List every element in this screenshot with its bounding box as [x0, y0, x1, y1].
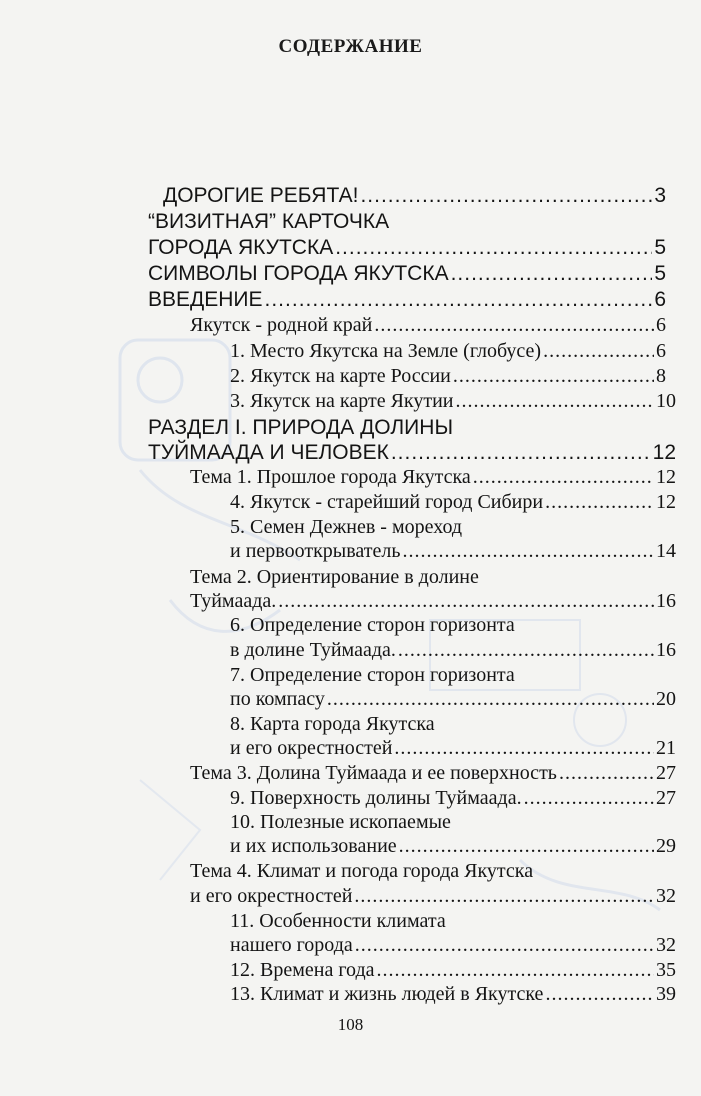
toc-entry-title: Тема 1. Прошлое города Якутска [190, 466, 471, 488]
toc-entry [230, 516, 462, 539]
page-title: СОДЕРЖАНИЕ [278, 36, 423, 57]
toc-entry [230, 713, 435, 736]
toc-entry [230, 835, 676, 858]
toc-entry-title: 12. Времена года [230, 959, 375, 981]
toc-entry-title: 2. Якутск на карте России [230, 365, 451, 387]
toc-entry [230, 737, 676, 760]
toc-entry [230, 390, 676, 413]
toc-entry [190, 314, 666, 337]
toc-entry-page: 29 [656, 835, 676, 857]
toc-entry-title: 4. Якутск - старейший город Сибири [230, 491, 544, 513]
leader-dots [360, 184, 652, 208]
toc-entry [148, 210, 389, 234]
toc-entry-page: 6 [654, 288, 666, 311]
leader-dots [473, 466, 654, 489]
toc-entry-page: 27 [656, 762, 676, 784]
toc-entry-title: и его окрестностей [190, 885, 353, 907]
toc-entry-title: Тема 3. Долина Туймаада и ее поверхность [190, 762, 557, 784]
toc-entry [190, 566, 479, 589]
toc-entry [148, 262, 666, 286]
leader-dots [377, 959, 654, 982]
toc-entry [230, 664, 515, 687]
leader-dots [391, 441, 651, 465]
toc-entry-title: 11. Особенности климата [230, 910, 446, 932]
toc-entry [230, 491, 676, 514]
toc-entry [230, 910, 446, 933]
leader-dots [354, 885, 654, 908]
toc-entry-page: 39 [656, 983, 676, 1005]
toc-entry [230, 959, 676, 982]
toc-entry-title: и их использование [230, 835, 397, 857]
toc-entry-title: в долине Туймаада. [230, 639, 396, 661]
toc-entry-title: ГОРОДА ЯКУТСКА [148, 236, 334, 259]
leader-dots [278, 590, 654, 613]
toc-entry-title: Якутск - родной край [190, 314, 373, 336]
toc-entry [230, 787, 676, 810]
leader-dots [402, 540, 654, 563]
leader-dots [545, 983, 654, 1006]
toc-entry-title: 1. Место Якутска на Земле (глобусе) [230, 340, 542, 362]
toc-entry [163, 184, 666, 208]
toc-entry-page: 14 [656, 540, 676, 562]
toc-entry [230, 639, 676, 662]
toc-entry [230, 811, 451, 834]
toc-entry [230, 983, 676, 1006]
toc-entry-page: 32 [656, 934, 676, 956]
toc-entry-page: 32 [656, 885, 676, 907]
toc-entry-title: 3. Якутск на карте Якутии [230, 390, 454, 412]
leader-dots [559, 762, 654, 785]
toc-entry [230, 934, 676, 957]
leader-dots [374, 314, 654, 337]
toc-entry-page: 12 [656, 466, 676, 488]
toc-entry [148, 288, 666, 312]
toc-entry [190, 885, 676, 908]
leader-dots [327, 688, 654, 711]
toc-entry-page: 6 [656, 340, 666, 362]
toc-entry-page: 5 [654, 262, 666, 285]
toc-entry-page: 6 [656, 314, 666, 336]
toc-entry-title: Тема 2. Ориентирование в долине [190, 566, 479, 588]
toc-entry-page: 20 [656, 688, 676, 710]
toc-entry-title: ДОРОГИЕ РЕБЯТА! [163, 184, 359, 207]
leader-dots [355, 934, 654, 957]
toc-entry-page: 35 [656, 959, 676, 981]
leader-dots [456, 390, 655, 413]
toc-entry-title: 10. Полезные ископаемые [230, 811, 451, 833]
leader-dots [399, 835, 654, 858]
page-number: 108 [337, 1015, 364, 1034]
toc-entry-title: 9. Поверхность долины Туймаада. [230, 787, 522, 809]
toc-entry-page: 16 [656, 639, 676, 661]
toc-entry [230, 365, 666, 388]
leader-dots [451, 262, 653, 286]
toc-entry-page: 12 [652, 441, 676, 464]
toc-entry-title: 5. Семен Дежнев - мореход [230, 516, 463, 538]
toc-entry-title: Туймаада. [190, 590, 277, 612]
toc-entry-page: 10 [656, 390, 676, 412]
toc-entry-title: нашего города [230, 934, 353, 956]
toc-entry-title: 7. Определение сторон горизонта [230, 664, 515, 686]
leader-dots [524, 787, 654, 810]
toc-entry [230, 340, 666, 363]
toc-entry [190, 762, 676, 785]
toc-entry-title: по компасу [230, 688, 325, 710]
toc-entry-title: Тема 4. Климат и погода города Якутска [190, 860, 534, 882]
leader-dots [335, 236, 652, 260]
toc-entry [148, 236, 666, 260]
toc-entry-page: 12 [656, 491, 676, 513]
toc-entry-page: 8 [656, 365, 666, 387]
toc-entry-title: “ВИЗИТНАЯ” КАРТОЧКА [148, 210, 390, 233]
toc-entry-title: РАЗДЕЛ I. ПРИРОДА ДОЛИНЫ [148, 416, 454, 439]
toc-entry-title: СИМВОЛЫ ГОРОДА ЯКУТСКА [148, 262, 449, 285]
toc-entry-title: и его окрестностей [230, 737, 393, 759]
toc-entry [148, 441, 676, 465]
leader-dots [453, 365, 654, 388]
toc-entry-title: ВВЕДЕНИЕ [148, 288, 263, 311]
toc-entry-title: 13. Климат и жизнь людей в Якутске [230, 983, 544, 1005]
toc-entry-page: 27 [656, 787, 676, 809]
toc-entry-title: 6. Определение сторон горизонта [230, 614, 515, 636]
toc-entry-page: 21 [656, 737, 676, 759]
toc-entry [148, 416, 453, 440]
leader-dots [545, 491, 654, 514]
toc-entry-page: 5 [654, 236, 666, 259]
toc-entry-title: ТУЙМААДА И ЧЕЛОВЕК [148, 441, 389, 464]
toc-entry [190, 590, 676, 613]
toc-entry-page: 3 [654, 184, 666, 207]
leader-dots [265, 288, 653, 312]
toc-entry [190, 860, 533, 883]
toc-entry [230, 614, 515, 637]
toc-entry [230, 540, 676, 563]
toc-entry-page: 16 [656, 590, 676, 612]
toc-entry [190, 466, 676, 489]
toc-entry-title: и первооткрыватель [230, 540, 401, 562]
toc-entry-title: 8. Карта города Якутска [230, 713, 435, 735]
leader-dots [543, 340, 654, 363]
toc-entry [230, 688, 676, 711]
leader-dots [394, 737, 654, 760]
leader-dots [398, 639, 654, 662]
